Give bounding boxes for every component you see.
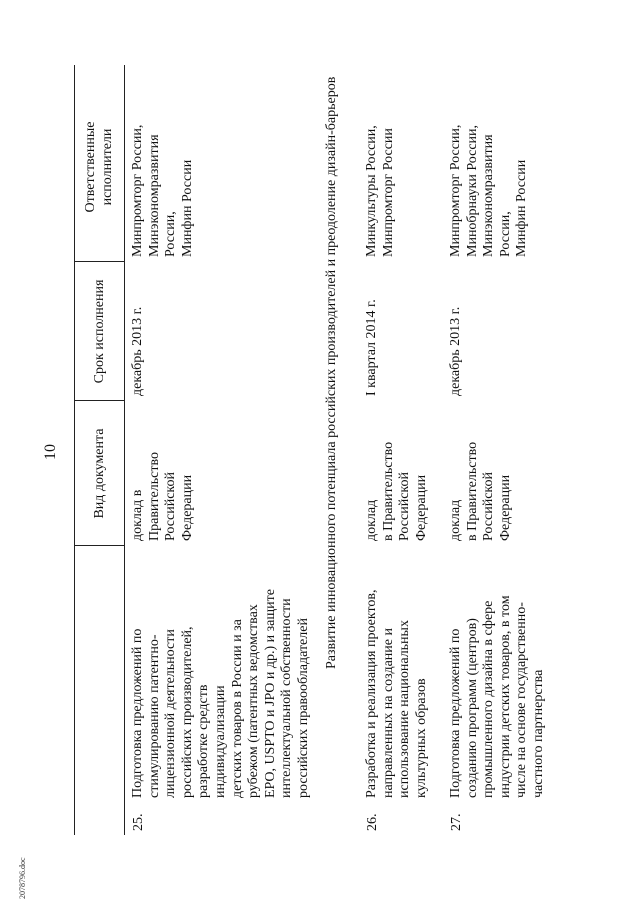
- header-bottom-line: [124, 65, 125, 835]
- file-name-footer: 2078796.doc: [18, 857, 27, 899]
- row-25-number: 25.: [131, 813, 146, 831]
- row-27-number: 27.: [449, 813, 464, 831]
- row-25-deadline: декабрь 2013 г.: [130, 306, 145, 396]
- header-deadline: Срок исполнения: [92, 279, 107, 384]
- row-25-task: Подготовка предложений по стимулированию патентно- лицензионной деятельности российских производителей, разработке средств индивидуализации детских товаров в России и за рубежом (патентных ведомствах EPO, USPTO и JPO и др.) и защите интеллектуальной собственности российских правообладателей: [130, 589, 311, 798]
- row-26-task: Разработка и реализация проектов, направленных на создание и использование национальных культурных образов: [364, 589, 429, 798]
- page-number: 10: [42, 444, 59, 460]
- header-top-line: [74, 65, 75, 835]
- row-26-deadline: I квартал 2014 г.: [364, 299, 379, 396]
- row-26-responsible: Минкультуры России, Минпромторг России: [364, 125, 396, 257]
- header-responsible: Ответственные исполнители: [83, 121, 115, 213]
- row-25-doc-type: доклад в Правительство Российской Федерации: [130, 452, 195, 541]
- row-27-task: Подготовка предложений по созданию программ (центров) промышленного дизайна в сфере индустрии детских товаров, в том числе на основе государственно- частного партнерства: [448, 595, 546, 798]
- row-27-doc-type: доклад в Правительство Российской Федерации: [448, 441, 513, 541]
- header-doc-type: Вид документа: [92, 428, 107, 519]
- row-26-doc-type: доклад в Правительство Российской Федерации: [364, 441, 429, 541]
- row-25-responsible: Минпромторг России, Минэкономразвития России, Минфин России: [130, 124, 195, 257]
- row-26-number: 26.: [365, 813, 380, 831]
- row-27-responsible: Минпромторг России, Минобрнауки России, Минэкономразвития России, Минфин России: [448, 124, 530, 257]
- section-title: Развитие инновационного потенциала российских производителей и преодоление дизайн-барьеров: [324, 76, 339, 669]
- row-27-deadline: декабрь 2013 г.: [448, 306, 463, 396]
